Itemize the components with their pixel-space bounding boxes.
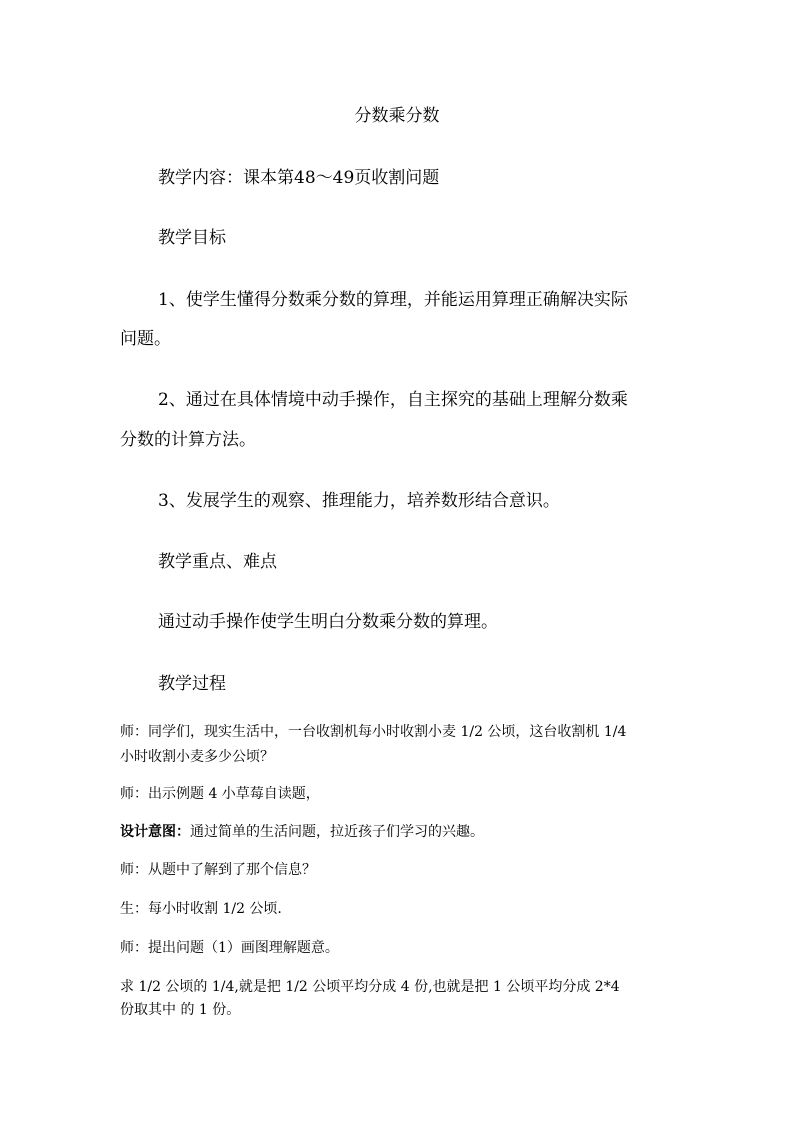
objective-1-line-2: 问题。	[120, 329, 171, 349]
objective-2-line-1: 2、通过在具体情境中动手操作，自主探究的基础上理解分数乘	[158, 390, 628, 410]
objective-1-line-1: 1、使学生懂得分数乘分数的算理，并能运用算理正确解决实际	[158, 290, 628, 310]
design-intent	[120, 825, 484, 839]
objective-2-line-2: 分数的计算方法。	[120, 430, 256, 450]
process-paragraph-4: 生：每小时收割 1/2 公顷.	[120, 901, 282, 917]
objectives-heading: 教学目标	[158, 228, 226, 248]
teaching-content: 教学内容：课本第48～49页收割问题	[158, 168, 440, 188]
design-intent-label: 设计意图：	[120, 824, 190, 840]
process-paragraph-1-line-2: 小时收割小麦多少公顷？	[120, 749, 274, 765]
process-paragraph-6-line-2: 份取其中 的 1 份。	[120, 1002, 241, 1018]
process-paragraph-3: 师：从题中了解到了那个信息？	[120, 862, 316, 878]
key-points-heading: 教学重点、难点	[158, 552, 277, 572]
objective-3: 3、发展学生的观察、推理能力，培养数形结合意识。	[158, 491, 560, 511]
process-heading: 教学过程	[158, 674, 226, 694]
process-paragraph-5: 师：提出问题（1）画图理解题意。	[120, 940, 339, 956]
key-points-text: 通过动手操作使学生明白分数乘分数的算理。	[158, 612, 498, 632]
design-intent-text: 通过简单的生活问题，拉近孩子们学习的兴趣。	[190, 824, 484, 840]
process-paragraph-1-line-1: 师：同学们，现实生活中，一台收割机每小时收割小麦 1/2 公顷，这台收割机 1/4	[120, 724, 627, 740]
document-title: 分数乘分数	[354, 106, 440, 126]
process-paragraph-2: 师：出示例题 4 小草莓自读题，	[120, 786, 320, 802]
process-paragraph-6-line-1: 求 1/2 公顷的 1/4,就是把 1/2 公顷平均分成 4 份,也就是把 1 公顷平均分成 2*4	[120, 979, 620, 995]
